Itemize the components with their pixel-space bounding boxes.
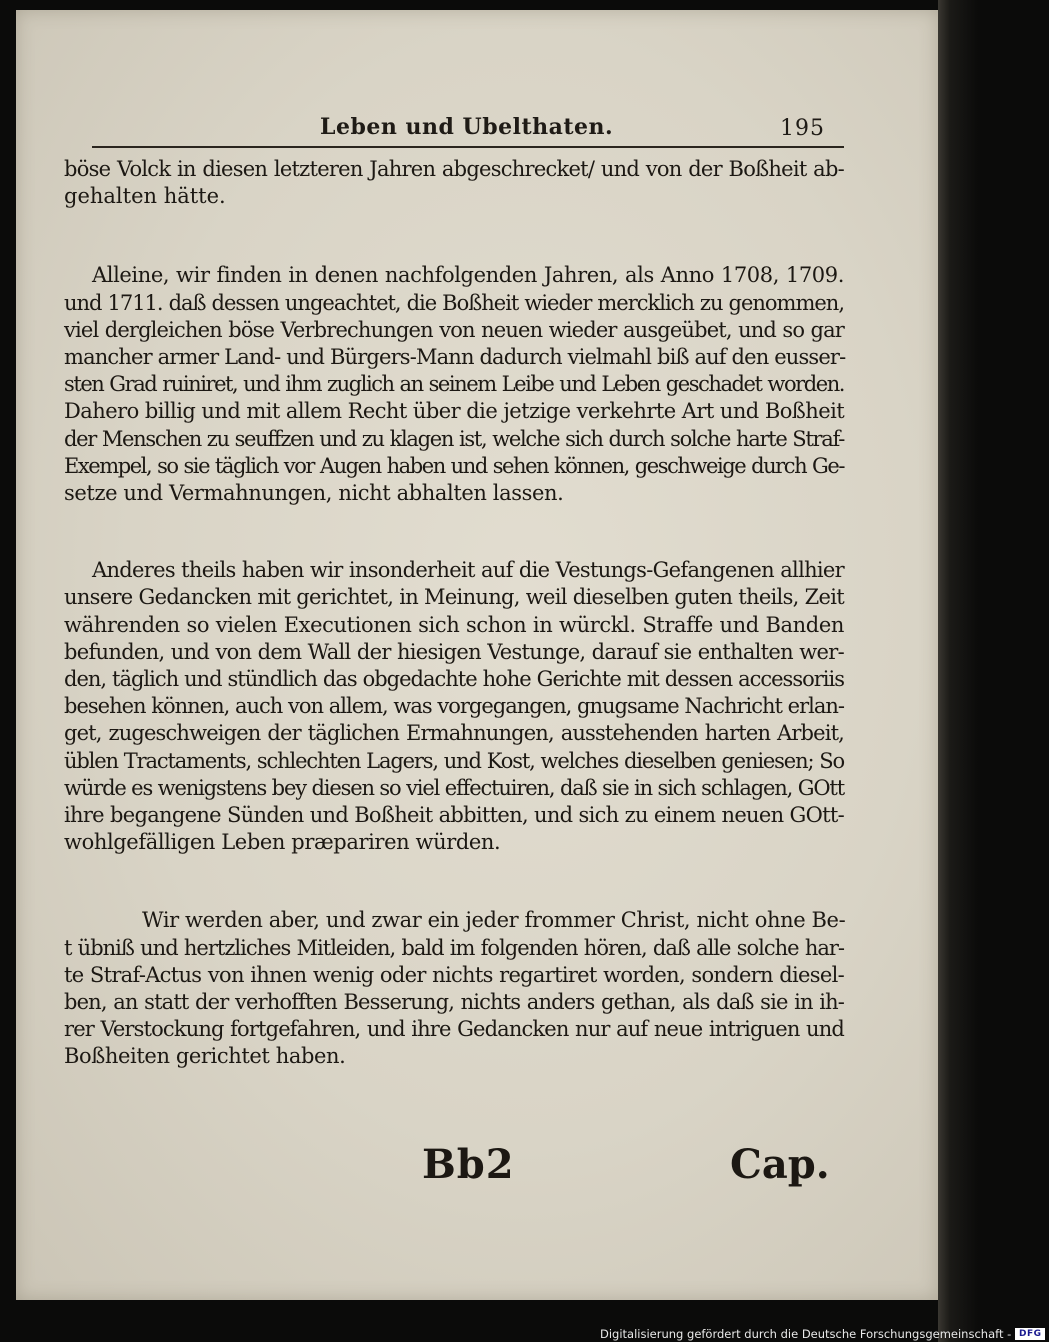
text-line: t übniß und hertzliches Mitleiden, bald im folgenden hören, daß alle solche har- (64, 935, 844, 960)
paragraph-anderes-theils (64, 557, 844, 856)
text-line: den, täglich und stündlich das obgedachte hohe Gerichte mit dessen accessoriis (64, 667, 844, 692)
paragraph-wir-werden (64, 907, 844, 1070)
text-line: befunden, und von dem Wall der hiesigen Vestunge, darauf sie enthalten wer- (64, 639, 844, 664)
text-line: Anderes theils haben wir insonderheit auf die Vestungs-Gefangenen allhier (92, 558, 844, 583)
text-line: sten Grad ruiniret, und ihm zuglich an seinem Leibe und Leben geschadet worden. (64, 372, 844, 397)
text-line: Boßheiten gerichtet haben. (64, 1044, 346, 1069)
signature-mark: Bb2 (422, 1141, 515, 1188)
text-line: ben, an statt der verhofften Besserung, nichts anders gethan, als daß sie in ih- (64, 990, 844, 1015)
text-line: währenden so vielen Executionen sich schon in würckl. Straffe und Banden (64, 612, 844, 637)
header-rule (92, 146, 844, 148)
text-line: unsere Gedancken mit gerichtet, in Meinung, weil dieselben guten theils, Zeit (64, 585, 844, 610)
page-footer (400, 1135, 830, 1195)
text-line: Exempel, so sie täglich vor Augen haben und sehen können, geschweige durch Ge- (64, 453, 844, 478)
dfg-logo-icon: DFG (1015, 1328, 1045, 1340)
text-line: setze und Vermahnungen, nicht abhalten lassen. (64, 481, 564, 506)
catchword: Cap. (730, 1141, 830, 1188)
digitization-credit (600, 1326, 1042, 1342)
running-head: Leben und Ubelthaten. (320, 114, 614, 140)
paragraph-continuation (64, 156, 844, 210)
text-line: der Menschen zu seuffzen und zu klagen ist, welche sich durch solche harte Straf- (64, 426, 844, 451)
page-header (90, 106, 850, 146)
credit-text: Digitalisierung gefördert durch die Deutsche Forschungsgemeinschaft - (600, 1327, 1012, 1341)
page-edge-shadow (938, 0, 978, 1342)
text-line: Wir werden aber, und zwar ein jeder frommer Christ, nicht ohne Be- (142, 908, 846, 933)
text-line: get, zugeschweigen der täglichen Ermahnungen, ausstehenden harten Arbeit, (64, 721, 844, 746)
text-line: wohlgefälligen Leben præpariren würden. (64, 830, 501, 855)
body-text (64, 150, 844, 1071)
text-line: besehen können, auch von allem, was vorgegangen, gnugsame Nachricht erlan- (64, 694, 844, 719)
text-line: und 1711. daß dessen ungeachtet, die Boßheit wieder mercklich zu genommen, (64, 290, 844, 315)
text-line: gehalten hätte. (64, 184, 226, 209)
text-line: viel dergleichen böse Verbrechungen von neuen wieder ausgeübet, und so gar (64, 317, 844, 342)
text-line: ihre begangene Sünden und Boßheit abbitten, und sich zu einem neuen GOtt- (64, 803, 844, 828)
paragraph-alleine (64, 262, 844, 507)
text-line: rer Verstockung fortgefahren, und ihre Gedancken nur auf neue intriguen und (64, 1017, 844, 1042)
text-line: üblen Tractaments, schlechten Lagers, und Kost, welches dieselben geniesen; So (64, 748, 844, 773)
text-line: Dahero billig und mit allem Recht über die jetzige verkehrte Art und Boßheit (64, 399, 845, 424)
text-line: böse Volck in diesen letzteren Jahren abgeschrecket/ und von der Boßheit ab- (64, 157, 844, 181)
text-line: Alleine, wir finden in denen nachfolgenden Jahren, als Anno 1708, 1709. (92, 263, 844, 288)
text-line: mancher armer Land- und Bürgers-Mann dadurch vielmahl biß auf den eusser- (64, 345, 846, 370)
text-line: te Straf-Actus von ihnen wenig oder nichts regartiret worden, sondern diesel- (64, 962, 844, 987)
page-number: 195 (780, 116, 825, 141)
text-line: würde es wenigstens bey diesen so viel effectuiren, daß sie in sich schlagen, GOtt (64, 775, 844, 800)
